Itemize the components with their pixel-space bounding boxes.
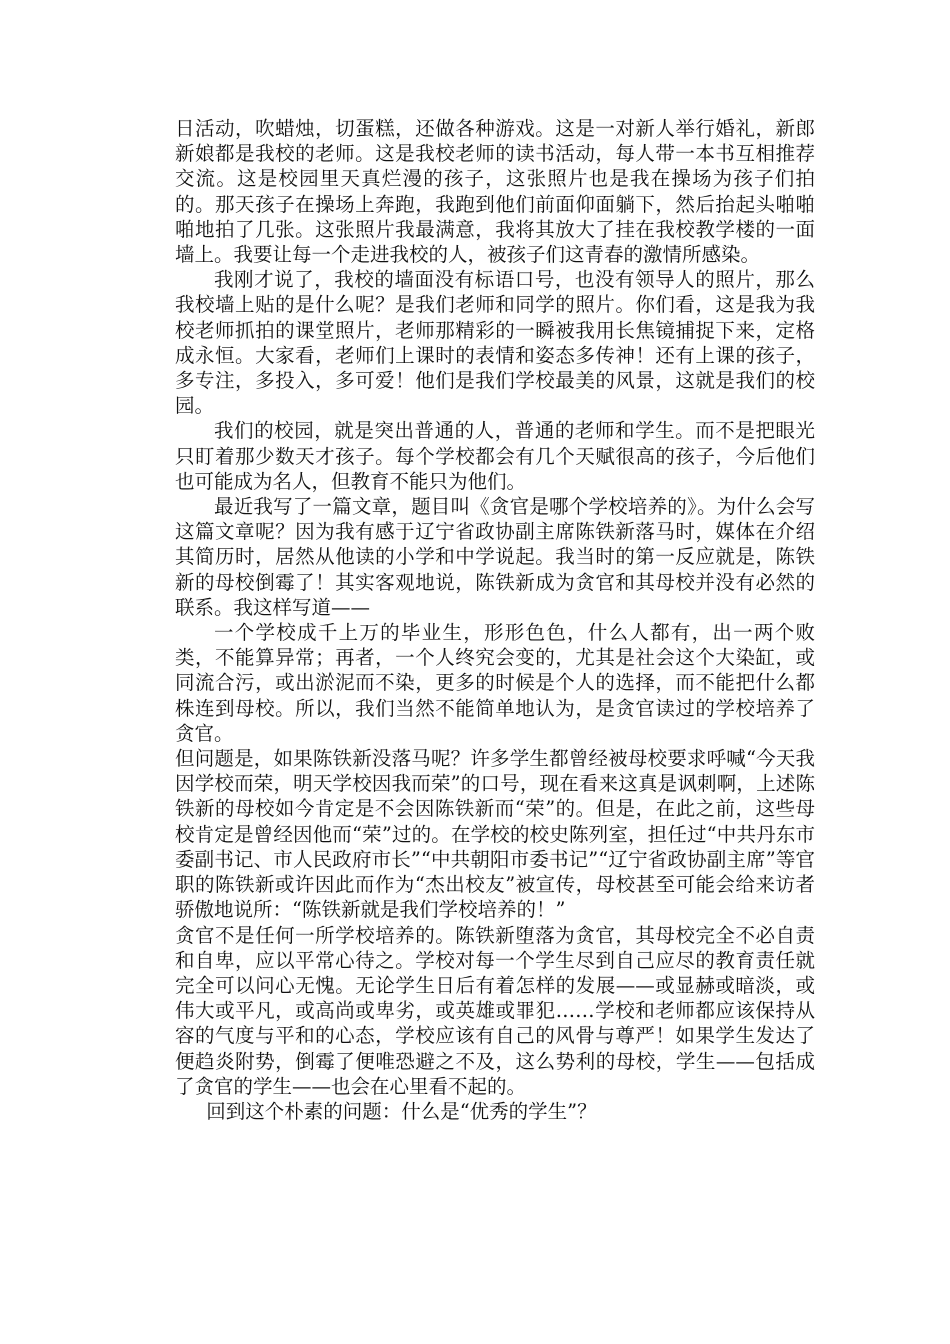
quoted-paragraph-2: 但问题是，如果陈铁新没落马呢？许多学生都曾经被母校要求呼喊“今天我因学校而荣，明天学校因我而荣”的口号，现在看来这真是讽刺啊，上述陈铁新的母校如今肯定是不会因陈铁新而“荣”的。但是，在此之前，这些母校肯定是曾经因他而“荣”过的。在学校的校史陈列室，担任过“中共丹东市委副书记、市人民政府市长”“中共朝阳市委书记”“辽宁省政协副主席”等官职的陈铁新或许因此而作为“杰出校友”被宣传，母校甚至可能会给来访者骄傲地说所：“陈铁新就是我们学校培养的！”: [175, 747, 815, 922]
quoted-paragraph-1: 一个学校成千上万的毕业生，形形色色，什么人都有，出一两个败类，不能算异常；再者，一个人终究会变的，尤其是社会这个大染缸，或同流合污，或出淤泥而不染，更多的时候是个人的选择，而不能把什么都株连到母校。所以，我们当然不能简单地认为，是贪官读过的学校培养了贪官。: [175, 621, 815, 745]
paragraph-4: 最近我写了一篇文章，题目叫《贪官是哪个学校培养的》。为什么会写这篇文章呢？因为我有感于辽宁省政协副主席陈铁新落马时，媒体在介绍其简历时，居然从他读的小学和中学说起。我当时的第一反应就是，陈铁新的母校倒霉了！其实客观地说，陈铁新成为贪官和其母校并没有必然的联系。我这样写道——: [175, 495, 815, 619]
paragraph-1: 日活动，吹蜡烛，切蛋糕，还做各种游戏。这是一对新人举行婚礼，新郎新娘都是我校的老师。这是我校老师的读书活动，每人带一本书互相推荐交流。这是校园里天真烂漫的孩子，这张照片也是我在操场为孩子们拍的。那天孩子在操场上奔跑，我跑到他们前面仰面躺下，然后抬起头啪啪啪地拍了几张。这张照片我最满意，我将其放大了挂在我校教学楼的一面墙上。我要让每一个走进我校的人，被孩子们这青春的激情所感染。: [175, 117, 815, 267]
paragraph-3: 我们的校园，就是突出普通的人，普通的老师和学生。而不是把眼光只盯着那少数天才孩子。每个学校都会有几个天赋很高的孩子，今后他们也可能成为名人，但教育不能只为他们。: [175, 419, 815, 493]
paragraph-2: 我刚才说了，我校的墙面没有标语口号，也没有领导人的照片，那么我校墙上贴的是什么呢？是我们老师和同学的照片。你们看，这是我为我校老师抓拍的课堂照片，老师那精彩的一瞬被我用长焦镜捕捉下来，定格成永恒。大家看，老师们上课时的表情和姿态多传神！还有上课的孩子，多专注，多投入，多可爱！他们是我们学校最美的风景，这就是我们的校园。: [175, 268, 815, 418]
closing-question: 回到这个朴素的问题：什么是“优秀的学生”？: [206, 1099, 597, 1123]
document-body: [175, 116, 815, 1124]
quoted-paragraph-3: 贪官不是任何一所学校培养的。陈铁新堕落为贪官，其母校完全不必自责和自卑，应以平常心待之。学校对每一个学生尽到自己应尽的教育责任就完全可以问心无愧。无论学生日后有着怎样的发展——或显赫或暗淡，或伟大或平凡，或高尚或卑劣，或英雄或罪犯……学校和老师都应该保持从容的气度与平和的心态，学校应该有自己的风骨与尊严！如果学生发达了便趋炎附势，倒霉了便唯恐避之不及，这么势利的母校，学生——包括成了贪官的学生——也会在心里看不起的。: [175, 923, 815, 1098]
